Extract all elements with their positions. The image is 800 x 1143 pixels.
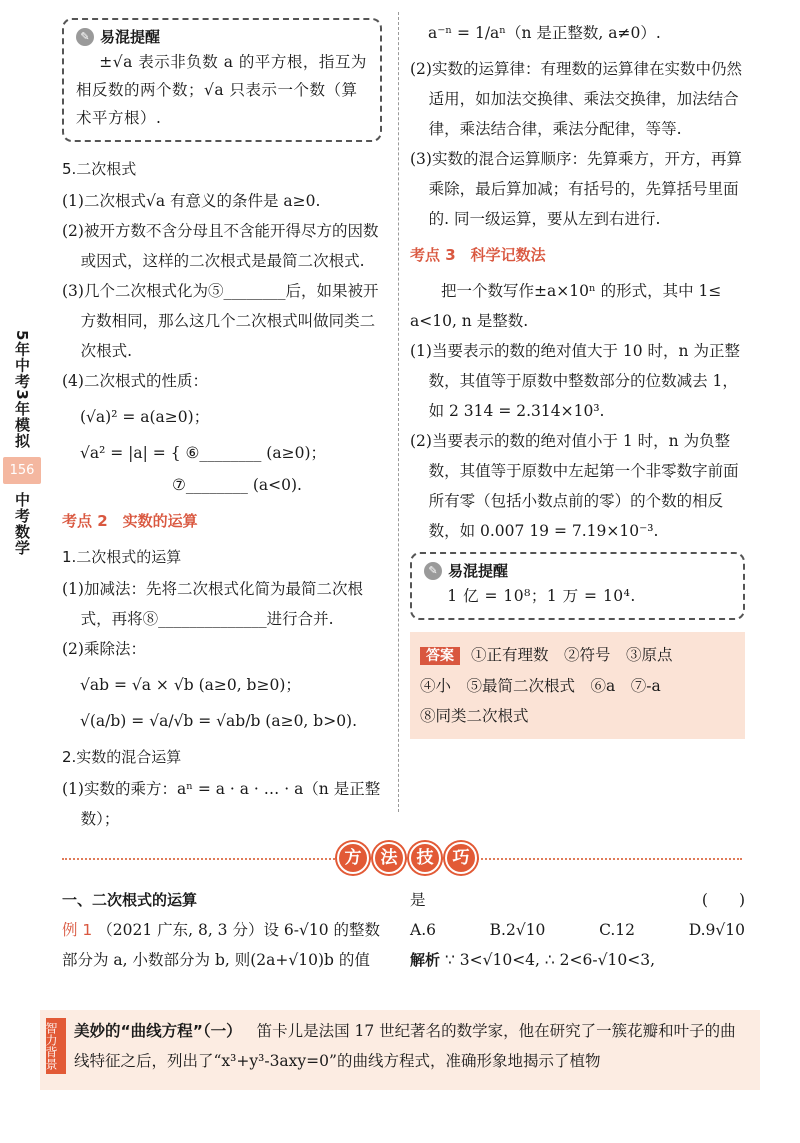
example-text: （2021 广东, 8, 3 分）设 6-√10 的整数部分为 a, 小数部分为 b, 则(2a+√10)b 的值 [62,921,381,969]
s5-item-3: (3)几个二次根式化为⑤________后，如果被开方数相同，那么这几个二次根式叫做同类二次根式. [62,282,379,360]
tip-title: 易混提醒 [100,28,161,46]
divide-rule: √(a/b) = √a/√b = √ab/b (a≥0, b>0). [80,712,358,730]
kaodian-3-title: 考点 3 科学记数法 [410,246,546,264]
s5-item-1: (1)二次根式√a 有意义的条件是 a≥0. [62,192,321,210]
banner-char: 法 [373,842,405,874]
answer-box [410,632,745,739]
page-number: 156 [3,457,41,484]
tip-box-1 [62,18,382,142]
background-footer [40,1010,760,1090]
tip-box-2 [410,552,745,620]
kaodian-3-body: 把一个数写作±a×10ⁿ 的形式，其中 1≤ a<10, n 是整数. [410,282,722,330]
kaodian-2-title: 考点 2 实数的运算 [62,512,198,530]
answer-line-2: ④小 ⑤最简二次根式 ⑥a ⑦-a [420,677,661,695]
s5-item-2: (2)被开方数不含分母且不含能开得尽方的因数或因式，这样的二次根式是最简二次根式. [62,222,379,270]
footer-title: 美妙的“曲线方程”（一） [74,1022,242,1040]
kaodian-2-sub-2: 2.实数的混合运算 [62,748,182,766]
kaodian-2-sub-1: 1.二次根式的运算 [62,548,182,566]
example-label: 例 1 [62,921,93,939]
option-c: C.12 [599,921,636,939]
answer-line-3: ⑧同类二次根式 [420,707,529,725]
r-item-3: (3)实数的混合运算顺序：先算乘方，开方，再算乘除，最后算加减；有括号的，先算括号里面的. 同一级运算，要从左到右进行. [410,150,742,228]
s5-item-4: (4)二次根式的性质： [62,372,208,390]
answer-label: 答案 [420,647,460,665]
section-5-title: 5.二次根式 [62,160,137,178]
multiply-rule: √ab = √a × √b (a≥0, b≥0)； [80,676,301,694]
option-b: B.2√10 [489,921,546,939]
tip-body: ±√a 表示非负数 a 的平方根，指互为相反数的两个数；√a 只表示一个数（算术平方根）. [76,53,367,127]
footer-tag: 智力背景 [46,1018,66,1074]
option-d: D.9√10 [688,921,745,939]
example-continued: 是 [410,891,426,909]
option-a: A.6 [410,921,436,939]
pencil-icon: ✎ [424,562,442,580]
answer-line-1: ①正有理数 ②符号 ③原点 [470,646,673,664]
kd3-item-2: (2)当要表示的数的绝对值小于 1 时，n 为负整数，其值等于原数中左起第一个非零数字前面所有零（包括小数点前的零）的个数的相反数，如 0.007 19 = 7.19×10⁻³. [410,432,739,540]
analysis-text: ∵ 3<√10<4, ∴ 2<6-√10<3, [444,951,656,969]
negative-power-rule: a⁻ⁿ = 1/aⁿ（n 是正整数, a≠0）. [428,24,661,42]
sidebar [0,330,44,556]
options-row [410,915,745,945]
power-rule: (1)实数的乘方：aⁿ = a · a · … · a（n 是正整数）； [62,780,381,828]
example-left [62,885,392,975]
property-1: (√a)² = a(a≥0)； [80,408,210,426]
banner-char: 巧 [445,842,477,874]
right-column [410,18,745,739]
example-right [410,885,745,975]
example-section-title: 一、二次根式的运算 [62,891,198,909]
kd2-item-1: (1)加减法：先将二次根式化简为最简二次根式，再将⑧______________进行合并. [62,580,363,628]
column-divider [398,12,399,812]
analysis-label: 解析 [410,951,441,969]
r-item-2: (2)实数的运算律：有理数的运算律在实数中仍然适用，如加法交换律、乘法交换律，加法结合律，乘法结合律，乘法分配律，等等. [410,60,742,138]
property-2a: √a² = |a| = { ⑥________ (a≥0)； [80,444,326,462]
series-title: 5年中考3年模拟 [13,330,31,449]
kd2-item-2: (2)乘除法： [62,640,146,658]
left-column [62,18,382,834]
answer-blank: ( ) [701,891,745,909]
banner-char: 方 [337,842,369,874]
tip-title: 易混提醒 [448,562,509,580]
pencil-icon: ✎ [76,28,94,46]
footer-text: 笛卡儿是法国 17 世纪著名的数学家，他在研究了一簇花瓣和叶子的曲线特征之后，列出了“x³+y³-3axy=0”的曲线方程式，准确形象地揭示了植物 [74,1022,736,1070]
tip-body: 1 亿 = 10⁸；1 万 = 10⁴. [447,587,636,605]
kd3-item-1: (1)当要表示的数的绝对值大于 10 时，n 为正整数，其值等于原数中整数部分的位数减去 1，如 2 314 = 2.314×10³. [410,342,740,420]
property-2b: ⑦________ (a<0). [172,476,302,494]
banner-char: 技 [409,842,441,874]
subject-title: 中考数学 [13,491,31,556]
